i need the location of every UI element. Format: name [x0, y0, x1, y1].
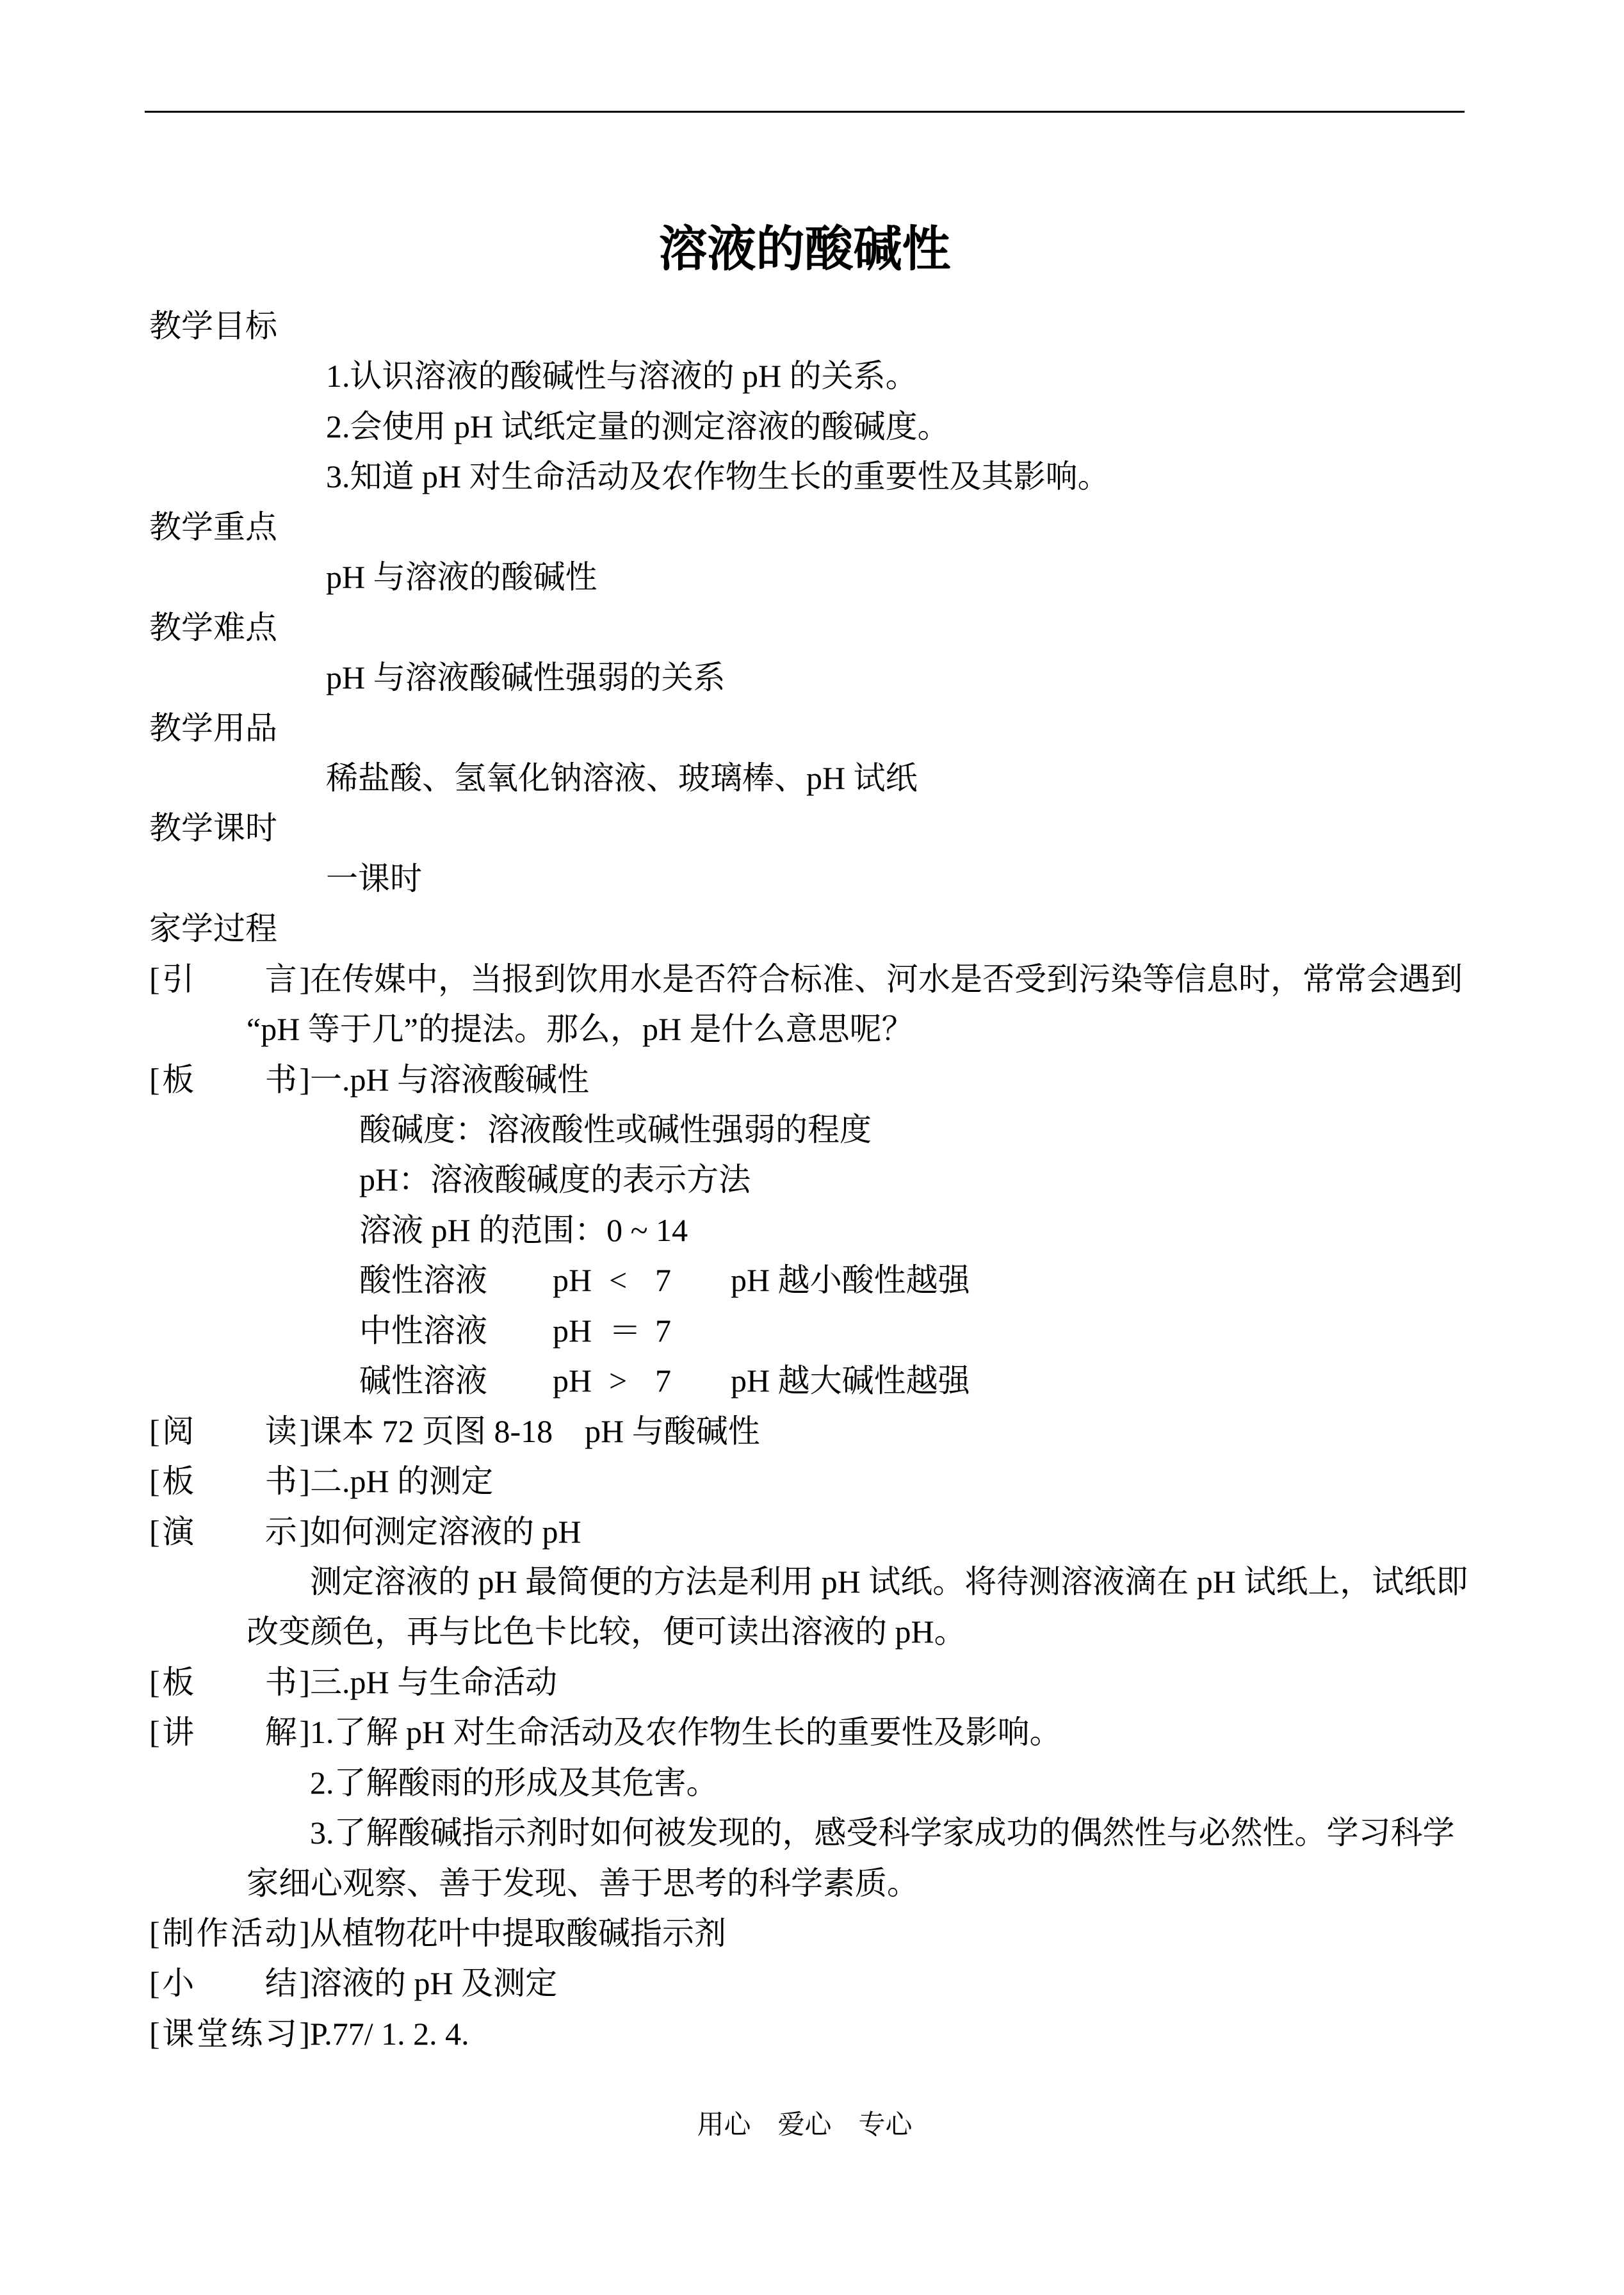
lecture-item: 3.了解酸碱指示剂时如何被发现的，感受科学家成功的偶然性与必然性。学习科学 [310, 1815, 1455, 1851]
board-line: 酸碱度：溶液酸性或碱性强弱的程度 [359, 1112, 872, 1148]
ph-scale-row-neutral [0, 1306, 1624, 1356]
exercise-label: [课堂练习] [149, 2015, 310, 2052]
ph-scale-row-acidic [0, 1255, 1624, 1305]
lecture-label: [讲 解] [149, 1714, 310, 1751]
ph-value: 7 [655, 1363, 671, 1399]
solution-type: 酸性溶液 [359, 1262, 487, 1299]
demo-paragraph-line: 测定溶液的 pH 最简便的方法是利用 pH 试纸。将待测溶液滴在 pH 试纸上，试纸即 [310, 1563, 1468, 1600]
section-heading-key-point: 教学重点 [149, 508, 277, 545]
demo-entry [0, 1507, 1624, 1557]
exercise-text: P.77/ 1. 2. 4. [310, 2015, 469, 2052]
objective-item: 2.会使用 pH 试纸定量的测定溶液的酸碱度。 [326, 408, 950, 444]
demo-paragraph-line: 改变颜色，再与比色卡比较，便可读出溶液的 pH。 [247, 1614, 966, 1650]
lesson-body [0, 301, 1624, 2059]
ph-relation: < [609, 1262, 628, 1299]
board-entry-1 [0, 1055, 1624, 1105]
solution-type: 中性溶液 [359, 1312, 487, 1349]
lecture-continuation: 家细心观察、善于发现、善于思考的科学素质。 [247, 1865, 919, 1901]
board-entry-3 [0, 1657, 1624, 1707]
solution-type: 碱性溶液 [359, 1363, 487, 1399]
key-point-text: pH 与溶液的酸碱性 [326, 559, 597, 596]
activity-label: [制作活动] [149, 1915, 310, 1951]
demo-label: [演 示] [149, 1513, 310, 1550]
reading-label: [阅 读] [149, 1413, 310, 1449]
demo-text: 如何测定溶液的 pH [310, 1513, 581, 1550]
ph-symbol: pH [553, 1262, 592, 1299]
board-text: 一.pH 与溶液酸碱性 [310, 1061, 590, 1098]
reading-text: 课本 72 页图 8-18 pH 与酸碱性 [310, 1413, 760, 1449]
objective-item: 3.知道 pH 对生命活动及农作物生长的重要性及其影响。 [326, 458, 1110, 495]
ph-trend: pH 越大碱性越强 [731, 1363, 970, 1399]
ph-relation: > [609, 1363, 628, 1399]
hours-text: 一课时 [326, 860, 422, 896]
board-label: [板 书] [149, 1061, 310, 1098]
summary-entry [0, 1958, 1624, 2008]
ph-symbol: pH [553, 1312, 592, 1349]
exercise-entry [0, 2009, 1624, 2059]
intro-text: 在传媒中，当报到饮用水是否符合标准、河水是否受到污染等信息时，常常会遇到 [310, 961, 1463, 997]
summary-label: [小 结] [149, 1965, 310, 2002]
section-heading-difficulty: 教学难点 [149, 609, 277, 645]
lecture-entry [0, 1707, 1624, 1757]
board-text: 二.pH 的测定 [310, 1463, 494, 1500]
objective-item: 1.认识溶液的酸碱性与溶液的 pH 的关系。 [326, 358, 918, 394]
section-heading-process: 家学过程 [149, 911, 277, 947]
activity-text: 从植物花叶中提取酸碱指示剂 [310, 1915, 726, 1951]
reading-entry [0, 1406, 1624, 1456]
board-line: pH：溶液酸碱度的表示方法 [359, 1162, 751, 1198]
intro-continuation: “pH 等于几”的提法。那么，pH 是什么意思呢？ [247, 1011, 914, 1048]
ph-trend: pH 越小酸性越强 [731, 1262, 970, 1299]
board-label: [板 书] [149, 1664, 310, 1700]
header-rule [145, 111, 1465, 113]
intro-entry [0, 954, 1624, 1004]
materials-text: 稀盐酸、氢氧化钠溶液、玻璃棒、pH 试纸 [326, 759, 918, 796]
section-heading-objectives: 教学目标 [149, 308, 277, 344]
board-entry-2 [0, 1456, 1624, 1506]
page-title: 溶液的酸碱性 [658, 220, 951, 277]
ph-symbol: pH [553, 1363, 592, 1399]
difficulty-text: pH 与溶液酸碱性强弱的关系 [326, 660, 726, 696]
ph-relation: ＝ [609, 1312, 641, 1349]
activity-entry [0, 1908, 1624, 1958]
section-heading-hours: 教学课时 [149, 810, 277, 847]
intro-label: [引 言] [149, 961, 310, 997]
lecture-text: 1.了解 pH 对生命活动及农作物生长的重要性及影响。 [310, 1714, 1062, 1751]
board-label: [板 书] [149, 1463, 310, 1500]
ph-value: 7 [655, 1312, 671, 1349]
lecture-item: 2.了解酸雨的形成及其危害。 [310, 1764, 719, 1801]
ph-value: 7 [655, 1262, 671, 1299]
summary-text: 溶液的 pH 及测定 [310, 1965, 558, 2002]
board-line: 溶液 pH 的范围：0 ~ 14 [359, 1212, 688, 1248]
board-text: 三.pH 与生命活动 [310, 1664, 558, 1700]
section-heading-materials: 教学用品 [149, 710, 277, 746]
page-footer: 用心 爱心 专心 [697, 2111, 913, 2140]
ph-scale-row-basic [0, 1356, 1624, 1406]
